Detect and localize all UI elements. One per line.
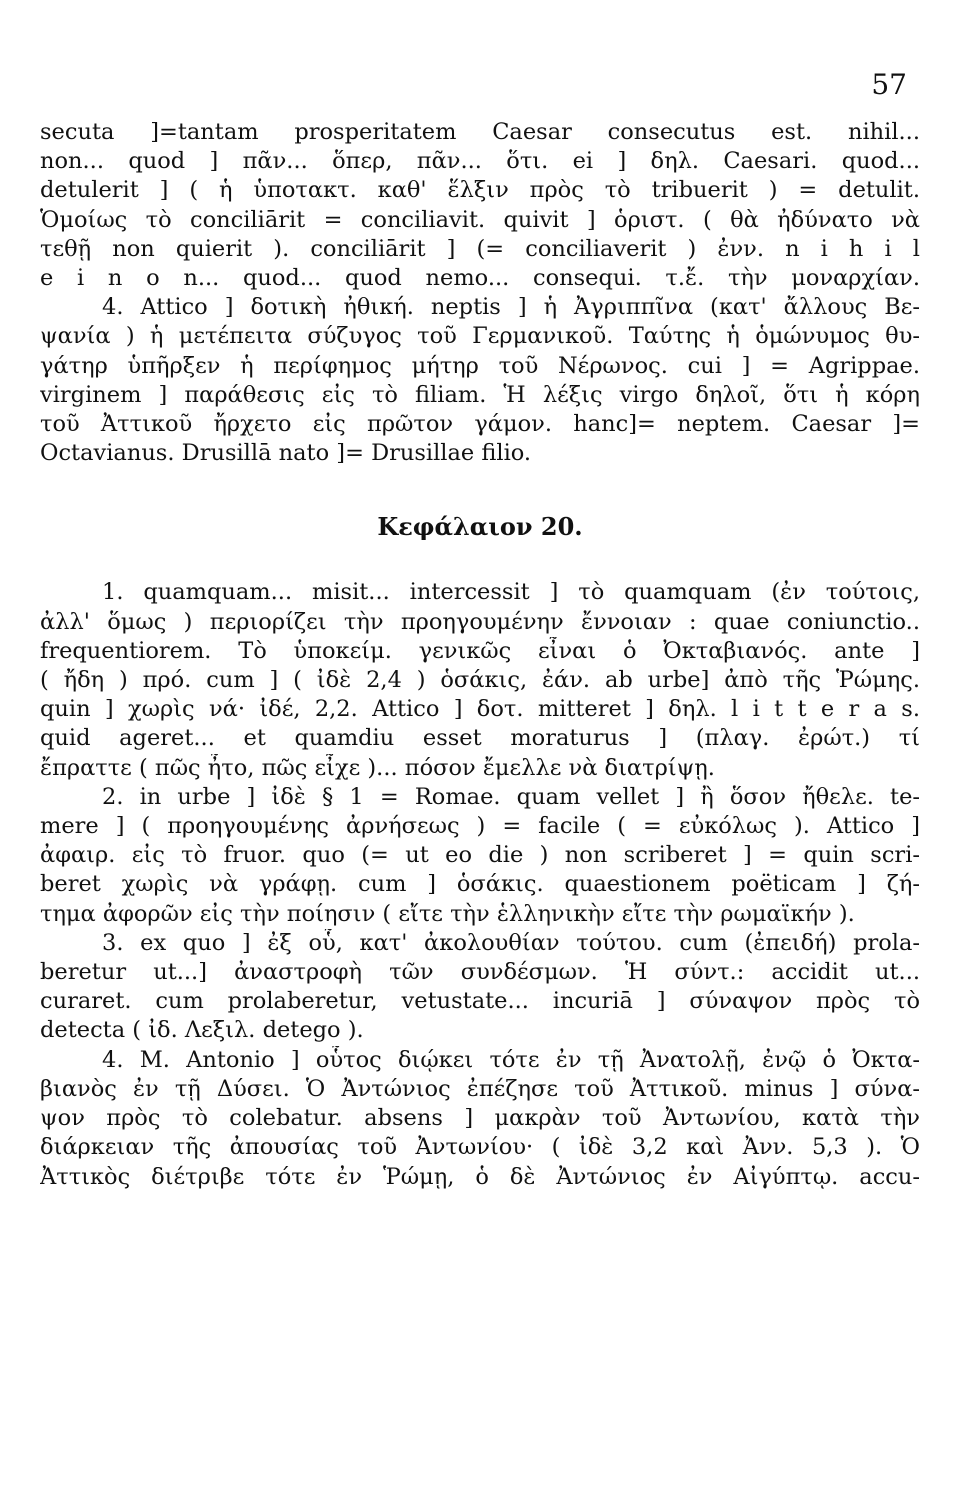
text-line: ἀλλ' ὅμως ) περιορίζει τὴν προηγουμένην ἔννοιαν : quae coniunctio.. (40, 608, 920, 635)
text-line: detulerit ] ( ἡ ὑποτακτ. καθ' ἕλξιν πρὸς τὸ tribuerit ) = detulit. (40, 177, 920, 204)
text-line: curaret. cum prolaberetur, vetustate... incuriā ] σύναψον πρὸς τὸ (40, 988, 920, 1015)
text-line: 4. M. Antonio ] οὗτος διῴκει τότε ἐν τῇ Ἀνατολῇ, ἐνῷ ὁ Ὀκτα- (102, 1046, 920, 1073)
text-line: 2. in urbe ] ἰδὲ § 1 = Romae. quam vellet ] ἢ ὅσον ἤθελε. te- (102, 783, 920, 810)
text-line: γάτηρ ὑπῆρξεν ἡ περίφημος μήτηρ τοῦ Νέρωνος. cui ] = Agrippae. (40, 352, 920, 379)
text-line: 1. quamquam... misit... intercessit ] τὸ quamquam (ἐν τούτοις, (102, 579, 920, 606)
text-line: τοῦ Ἀττικοῦ ἤρχετο εἰς πρῶτον γάμον. hanc]= neptem. Caesar ]= (40, 411, 920, 438)
text-line: 4. Attico ] δοτικὴ ἠθική. neptis ] ἡ Ἀγριππῖνα (κατ' ἄλλους Βε- (102, 294, 920, 321)
text-line: Ἀττικὸς διέτριβε τότε ἐν Ῥώμῃ, ὁ δὲ Ἀντώνιος ἐν Αἰγύπτῳ. accu- (40, 1163, 920, 1190)
text-line: 3. ex quo ] ἐξ οὗ, κατ' ἀκολουθίαν τούτου. cum (ἐπειδή) prola- (102, 929, 920, 956)
text-line: quin ] χωρὶς νά· ἰδέ, 2,2. Attico ] δοτ. mitteret ] δηλ. l i t t e r a s. (40, 696, 920, 723)
text-line: Ὁμοίως τὸ conciliārit = conciliavit. quivit ] ὁριστ. ( θὰ ἠδύνατο νὰ (40, 206, 920, 233)
commentary-text (40, 118, 920, 1192)
text-line: βιανὸς ἐν τῇ Δύσει. Ὁ Ἀντώνιος ἐπέζησε τοῦ Ἀττικοῦ. minus ] σύνα- (40, 1075, 920, 1102)
text-line: τεθῇ non quierit ). conciliārit ] (= conciliaverit ) ἐνν. n i h i l (40, 235, 920, 262)
text-line: ψανία ) ἡ μετέπειτα σύζυγος τοῦ Γερμανικοῦ. Ταύτης ἡ ὁμώνυμος θυ- (40, 323, 920, 350)
chapter-heading: Κεφάλαιον 20. (377, 512, 583, 542)
text-line: Octavianus. Drusillā nato ]= Drusillae filio. (40, 440, 532, 467)
text-line: non... quod ] πᾶν... ὅπερ, πᾶν... ὅτι. ei ] δηλ. Caesari. quod... (40, 148, 920, 175)
text-line: ψον πρὸς τὸ colebatur. absens ] μακρὰν τοῦ Ἀντωνίου, κατὰ τὴν (40, 1105, 920, 1132)
text-line: ( ἤδη ) πρό. cum ] ( ἰδὲ 2,4 ) ὁσάκις, ἐάν. ab urbe] ἀπὸ τῆς Ῥώμης. (40, 667, 920, 694)
text-line: διάρκειαν τῆς ἀπουσίας τοῦ Ἀντωνίου· ( ἰδὲ 3,2 καὶ Ἀνν. 5,3 ). Ὁ (40, 1134, 920, 1161)
text-line: detecta ( ἰδ. Λεξιλ. detego ). (40, 1017, 364, 1044)
text-line: e i n o n... quod... quod nemo... consequi. τ.ἔ. τὴν μοναρχίαν. (40, 265, 920, 292)
text-line: mere ] ( προηγουμένης ἀρνήσεως ) = facile ( = εὐκόλως ). Attico ] (40, 813, 920, 840)
text-line: quid ageret... et quamdiu esset moraturus ] (πλαγ. ἐρώτ.) τί (40, 725, 920, 752)
text-line: beret χωρὶς νὰ γράφῃ. cum ] ὁσάκις. quaestionem poëticam ] ζή- (40, 871, 920, 898)
text-line: secuta ]=tantam prosperitatem Caesar consecutus est. nihil... (40, 119, 920, 145)
text-line: ἔπραττε ( πῶς ἦτο, πῶς εἶχε )... πόσον ἔμελλε νὰ διατρίψῃ. (40, 754, 715, 781)
page-number: 57 (871, 68, 907, 101)
text-line: frequentiorem. Τὸ ὑποκείμ. γενικῶς εἶναι ὁ Ὀκταβιανός. ante ] (40, 637, 920, 664)
text-line: τημα ἀφορῶν εἰς τὴν ποίησιν ( εἴτε τὴν ἑλληνικὴν εἴτε τὴν ρωμαϊκήν ). (40, 900, 855, 927)
text-line: virginem ] παράθεσις εἰς τὸ filiam. Ἡ λέξις virgo δηλοῖ, ὅτι ἡ κόρη (40, 381, 920, 408)
text-line: ἀφαιρ. εἰς τὸ fruor. quo (= ut eo die ) non scriberet ] = quin scri- (40, 842, 920, 869)
text-line: beretur ut...] ἀναστροφὴ τῶν συνδέσμων. Ἡ σύντ.: accidit ut... (40, 959, 920, 986)
